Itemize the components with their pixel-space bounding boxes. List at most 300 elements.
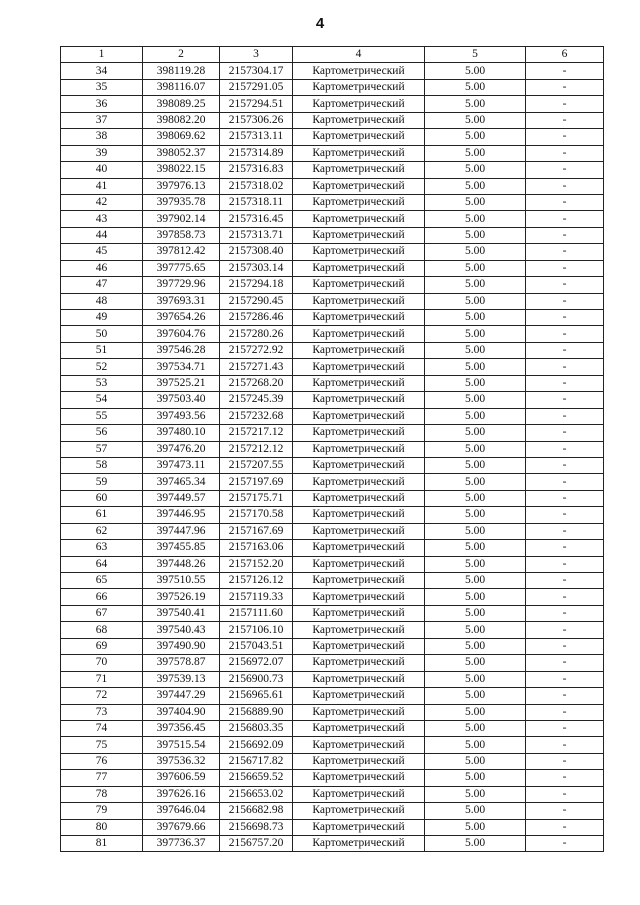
y-coordinate-cell: 2156965.61 bbox=[220, 688, 293, 704]
table-row bbox=[61, 392, 604, 408]
x-coordinate-cell: 397578.87 bbox=[143, 655, 220, 671]
table-row bbox=[61, 244, 604, 260]
y-coordinate-cell: 2156653.02 bbox=[220, 786, 293, 802]
table-row bbox=[61, 770, 604, 786]
accuracy-cell: 5.00 bbox=[425, 770, 526, 786]
y-coordinate-cell: 2156889.90 bbox=[220, 704, 293, 720]
x-coordinate-cell: 397526.19 bbox=[143, 589, 220, 605]
y-coordinate-cell: 2157170.58 bbox=[220, 507, 293, 523]
point-number-cell: 66 bbox=[61, 589, 143, 605]
table-row bbox=[61, 359, 604, 375]
y-coordinate-cell: 2157316.45 bbox=[220, 211, 293, 227]
x-coordinate-cell: 397812.42 bbox=[143, 244, 220, 260]
y-coordinate-cell: 2157271.43 bbox=[220, 359, 293, 375]
point-number-cell: 58 bbox=[61, 457, 143, 473]
method-cell: Картометрический bbox=[293, 688, 425, 704]
page-number: 4 bbox=[315, 15, 325, 32]
table-row bbox=[61, 408, 604, 424]
x-coordinate-cell: 397480.10 bbox=[143, 425, 220, 441]
method-cell: Картометрический bbox=[293, 803, 425, 819]
point-number-cell: 56 bbox=[61, 425, 143, 441]
method-cell: Картометрический bbox=[293, 507, 425, 523]
point-number-cell: 76 bbox=[61, 753, 143, 769]
note-cell: - bbox=[526, 227, 604, 243]
table-row bbox=[61, 260, 604, 276]
method-cell: Картометрический bbox=[293, 737, 425, 753]
y-coordinate-cell: 2157286.46 bbox=[220, 310, 293, 326]
point-number-cell: 40 bbox=[61, 162, 143, 178]
x-coordinate-cell: 397490.90 bbox=[143, 638, 220, 654]
point-number-cell: 64 bbox=[61, 556, 143, 572]
note-cell: - bbox=[526, 540, 604, 556]
table-row bbox=[61, 310, 604, 326]
method-cell: Картометрический bbox=[293, 819, 425, 835]
x-coordinate-cell: 398119.28 bbox=[143, 63, 220, 79]
accuracy-cell: 5.00 bbox=[425, 671, 526, 687]
x-coordinate-cell: 397493.56 bbox=[143, 408, 220, 424]
accuracy-cell: 5.00 bbox=[425, 540, 526, 556]
y-coordinate-cell: 2157212.12 bbox=[220, 441, 293, 457]
method-cell: Картометрический bbox=[293, 310, 425, 326]
method-cell: Картометрический bbox=[293, 770, 425, 786]
method-cell: Картометрический bbox=[293, 293, 425, 309]
method-cell: Картометрический bbox=[293, 244, 425, 260]
method-cell: Картометрический bbox=[293, 573, 425, 589]
y-coordinate-cell: 2157126.12 bbox=[220, 573, 293, 589]
accuracy-cell: 5.00 bbox=[425, 79, 526, 95]
x-coordinate-cell: 397449.57 bbox=[143, 490, 220, 506]
accuracy-cell: 5.00 bbox=[425, 375, 526, 391]
point-number-cell: 35 bbox=[61, 79, 143, 95]
table-row bbox=[61, 277, 604, 293]
x-coordinate-cell: 397515.54 bbox=[143, 737, 220, 753]
y-coordinate-cell: 2157163.06 bbox=[220, 540, 293, 556]
point-number-cell: 61 bbox=[61, 507, 143, 523]
method-cell: Картометрический bbox=[293, 655, 425, 671]
note-cell: - bbox=[526, 605, 604, 621]
x-coordinate-cell: 398082.20 bbox=[143, 112, 220, 128]
note-cell: - bbox=[526, 573, 604, 589]
method-cell: Картометрический bbox=[293, 836, 425, 852]
y-coordinate-cell: 2157290.45 bbox=[220, 293, 293, 309]
note-cell: - bbox=[526, 490, 604, 506]
note-cell: - bbox=[526, 441, 604, 457]
table-row bbox=[61, 638, 604, 654]
accuracy-cell: 5.00 bbox=[425, 227, 526, 243]
method-cell: Картометрический bbox=[293, 194, 425, 210]
method-cell: Картометрический bbox=[293, 79, 425, 95]
table-row bbox=[61, 704, 604, 720]
column-header-2: 2 bbox=[143, 47, 220, 63]
point-number-cell: 38 bbox=[61, 129, 143, 145]
note-cell: - bbox=[526, 720, 604, 736]
note-cell: - bbox=[526, 425, 604, 441]
y-coordinate-cell: 2157316.83 bbox=[220, 162, 293, 178]
table-row bbox=[61, 671, 604, 687]
column-header-4: 4 bbox=[293, 47, 425, 63]
note-cell: - bbox=[526, 375, 604, 391]
note-cell: - bbox=[526, 63, 604, 79]
coordinates-table bbox=[60, 46, 604, 852]
accuracy-cell: 5.00 bbox=[425, 589, 526, 605]
accuracy-cell: 5.00 bbox=[425, 63, 526, 79]
method-cell: Картометрический bbox=[293, 490, 425, 506]
note-cell: - bbox=[526, 277, 604, 293]
x-coordinate-cell: 397510.55 bbox=[143, 573, 220, 589]
point-number-cell: 36 bbox=[61, 96, 143, 112]
x-coordinate-cell: 397775.65 bbox=[143, 260, 220, 276]
point-number-cell: 72 bbox=[61, 688, 143, 704]
method-cell: Картометрический bbox=[293, 540, 425, 556]
note-cell: - bbox=[526, 162, 604, 178]
method-cell: Картометрический bbox=[293, 260, 425, 276]
accuracy-cell: 5.00 bbox=[425, 293, 526, 309]
table-row bbox=[61, 211, 604, 227]
accuracy-cell: 5.00 bbox=[425, 162, 526, 178]
point-number-cell: 65 bbox=[61, 573, 143, 589]
y-coordinate-cell: 2157318.02 bbox=[220, 178, 293, 194]
method-cell: Картометрический bbox=[293, 638, 425, 654]
table-row bbox=[61, 819, 604, 835]
note-cell: - bbox=[526, 457, 604, 473]
x-coordinate-cell: 397503.40 bbox=[143, 392, 220, 408]
x-coordinate-cell: 397476.20 bbox=[143, 441, 220, 457]
note-cell: - bbox=[526, 342, 604, 358]
accuracy-cell: 5.00 bbox=[425, 211, 526, 227]
note-cell: - bbox=[526, 523, 604, 539]
note-cell: - bbox=[526, 310, 604, 326]
accuracy-cell: 5.00 bbox=[425, 457, 526, 473]
y-coordinate-cell: 2157294.18 bbox=[220, 277, 293, 293]
x-coordinate-cell: 397536.32 bbox=[143, 753, 220, 769]
x-coordinate-cell: 397447.29 bbox=[143, 688, 220, 704]
point-number-cell: 44 bbox=[61, 227, 143, 243]
point-number-cell: 46 bbox=[61, 260, 143, 276]
x-coordinate-cell: 397404.90 bbox=[143, 704, 220, 720]
accuracy-cell: 5.00 bbox=[425, 836, 526, 852]
point-number-cell: 79 bbox=[61, 803, 143, 819]
accuracy-cell: 5.00 bbox=[425, 112, 526, 128]
accuracy-cell: 5.00 bbox=[425, 786, 526, 802]
method-cell: Картометрический bbox=[293, 556, 425, 572]
point-number-cell: 80 bbox=[61, 819, 143, 835]
method-cell: Картометрический bbox=[293, 277, 425, 293]
table-row bbox=[61, 342, 604, 358]
x-coordinate-cell: 397858.73 bbox=[143, 227, 220, 243]
note-cell: - bbox=[526, 178, 604, 194]
point-number-cell: 43 bbox=[61, 211, 143, 227]
note-cell: - bbox=[526, 293, 604, 309]
point-number-cell: 51 bbox=[61, 342, 143, 358]
method-cell: Картометрический bbox=[293, 392, 425, 408]
note-cell: - bbox=[526, 96, 604, 112]
note-cell: - bbox=[526, 260, 604, 276]
accuracy-cell: 5.00 bbox=[425, 622, 526, 638]
y-coordinate-cell: 2157318.11 bbox=[220, 194, 293, 210]
method-cell: Картометрический bbox=[293, 474, 425, 490]
accuracy-cell: 5.00 bbox=[425, 178, 526, 194]
table-row bbox=[61, 425, 604, 441]
note-cell: - bbox=[526, 145, 604, 161]
note-cell: - bbox=[526, 79, 604, 95]
table-row bbox=[61, 688, 604, 704]
note-cell: - bbox=[526, 770, 604, 786]
note-cell: - bbox=[526, 408, 604, 424]
table-row bbox=[61, 194, 604, 210]
y-coordinate-cell: 2157207.55 bbox=[220, 457, 293, 473]
accuracy-cell: 5.00 bbox=[425, 819, 526, 835]
method-cell: Картометрический bbox=[293, 605, 425, 621]
note-cell: - bbox=[526, 737, 604, 753]
point-number-cell: 78 bbox=[61, 786, 143, 802]
accuracy-cell: 5.00 bbox=[425, 803, 526, 819]
accuracy-cell: 5.00 bbox=[425, 408, 526, 424]
method-cell: Картометрический bbox=[293, 178, 425, 194]
note-cell: - bbox=[526, 556, 604, 572]
note-cell: - bbox=[526, 836, 604, 852]
x-coordinate-cell: 397356.45 bbox=[143, 720, 220, 736]
accuracy-cell: 5.00 bbox=[425, 556, 526, 572]
method-cell: Картометрический bbox=[293, 326, 425, 342]
accuracy-cell: 5.00 bbox=[425, 474, 526, 490]
table-row bbox=[61, 556, 604, 572]
table-row bbox=[61, 803, 604, 819]
point-number-cell: 53 bbox=[61, 375, 143, 391]
point-number-cell: 55 bbox=[61, 408, 143, 424]
table-row bbox=[61, 326, 604, 342]
point-number-cell: 63 bbox=[61, 540, 143, 556]
x-coordinate-cell: 397736.37 bbox=[143, 836, 220, 852]
accuracy-cell: 5.00 bbox=[425, 342, 526, 358]
method-cell: Картометрический bbox=[293, 589, 425, 605]
y-coordinate-cell: 2157245.39 bbox=[220, 392, 293, 408]
y-coordinate-cell: 2157294.51 bbox=[220, 96, 293, 112]
table-row bbox=[61, 63, 604, 79]
point-number-cell: 48 bbox=[61, 293, 143, 309]
table-row bbox=[61, 96, 604, 112]
y-coordinate-cell: 2157280.26 bbox=[220, 326, 293, 342]
y-coordinate-cell: 2157291.05 bbox=[220, 79, 293, 95]
table-row bbox=[61, 490, 604, 506]
y-coordinate-cell: 2156972.07 bbox=[220, 655, 293, 671]
method-cell: Картометрический bbox=[293, 753, 425, 769]
table-row bbox=[61, 457, 604, 473]
y-coordinate-cell: 2156803.35 bbox=[220, 720, 293, 736]
x-coordinate-cell: 397646.04 bbox=[143, 803, 220, 819]
x-coordinate-cell: 397455.85 bbox=[143, 540, 220, 556]
x-coordinate-cell: 397976.13 bbox=[143, 178, 220, 194]
method-cell: Картометрический bbox=[293, 786, 425, 802]
x-coordinate-cell: 397534.71 bbox=[143, 359, 220, 375]
note-cell: - bbox=[526, 326, 604, 342]
note-cell: - bbox=[526, 211, 604, 227]
note-cell: - bbox=[526, 589, 604, 605]
point-number-cell: 49 bbox=[61, 310, 143, 326]
point-number-cell: 69 bbox=[61, 638, 143, 654]
y-coordinate-cell: 2156900.73 bbox=[220, 671, 293, 687]
point-number-cell: 70 bbox=[61, 655, 143, 671]
table-row bbox=[61, 753, 604, 769]
x-coordinate-cell: 397448.26 bbox=[143, 556, 220, 572]
point-number-cell: 77 bbox=[61, 770, 143, 786]
method-cell: Картометрический bbox=[293, 720, 425, 736]
y-coordinate-cell: 2156717.82 bbox=[220, 753, 293, 769]
note-cell: - bbox=[526, 803, 604, 819]
method-cell: Картометрический bbox=[293, 129, 425, 145]
x-coordinate-cell: 397606.59 bbox=[143, 770, 220, 786]
point-number-cell: 59 bbox=[61, 474, 143, 490]
accuracy-cell: 5.00 bbox=[425, 638, 526, 654]
method-cell: Картометрический bbox=[293, 63, 425, 79]
note-cell: - bbox=[526, 638, 604, 654]
point-number-cell: 47 bbox=[61, 277, 143, 293]
y-coordinate-cell: 2157272.92 bbox=[220, 342, 293, 358]
y-coordinate-cell: 2157152.20 bbox=[220, 556, 293, 572]
y-coordinate-cell: 2156692.09 bbox=[220, 737, 293, 753]
note-cell: - bbox=[526, 507, 604, 523]
y-coordinate-cell: 2157197.69 bbox=[220, 474, 293, 490]
x-coordinate-cell: 398089.25 bbox=[143, 96, 220, 112]
method-cell: Картометрический bbox=[293, 704, 425, 720]
accuracy-cell: 5.00 bbox=[425, 277, 526, 293]
point-number-cell: 81 bbox=[61, 836, 143, 852]
point-number-cell: 42 bbox=[61, 194, 143, 210]
y-coordinate-cell: 2157175.71 bbox=[220, 490, 293, 506]
y-coordinate-cell: 2157304.17 bbox=[220, 63, 293, 79]
y-coordinate-cell: 2157217.12 bbox=[220, 425, 293, 441]
point-number-cell: 41 bbox=[61, 178, 143, 194]
point-number-cell: 37 bbox=[61, 112, 143, 128]
table-row bbox=[61, 836, 604, 852]
y-coordinate-cell: 2157308.40 bbox=[220, 244, 293, 260]
accuracy-cell: 5.00 bbox=[425, 392, 526, 408]
table-row bbox=[61, 786, 604, 802]
method-cell: Картометрический bbox=[293, 211, 425, 227]
table-row bbox=[61, 605, 604, 621]
table-row bbox=[61, 227, 604, 243]
table-row bbox=[61, 145, 604, 161]
x-coordinate-cell: 397626.16 bbox=[143, 786, 220, 802]
note-cell: - bbox=[526, 704, 604, 720]
x-coordinate-cell: 397546.28 bbox=[143, 342, 220, 358]
accuracy-cell: 5.00 bbox=[425, 96, 526, 112]
point-number-cell: 68 bbox=[61, 622, 143, 638]
method-cell: Картометрический bbox=[293, 145, 425, 161]
method-cell: Картометрический bbox=[293, 96, 425, 112]
x-coordinate-cell: 397525.21 bbox=[143, 375, 220, 391]
accuracy-cell: 5.00 bbox=[425, 737, 526, 753]
table-row bbox=[61, 441, 604, 457]
note-cell: - bbox=[526, 786, 604, 802]
x-coordinate-cell: 397539.13 bbox=[143, 671, 220, 687]
method-cell: Картометрический bbox=[293, 375, 425, 391]
point-number-cell: 39 bbox=[61, 145, 143, 161]
table-row bbox=[61, 474, 604, 490]
method-cell: Картометрический bbox=[293, 408, 425, 424]
y-coordinate-cell: 2156659.52 bbox=[220, 770, 293, 786]
y-coordinate-cell: 2157111.60 bbox=[220, 605, 293, 621]
column-header-5: 5 bbox=[425, 47, 526, 63]
point-number-cell: 50 bbox=[61, 326, 143, 342]
accuracy-cell: 5.00 bbox=[425, 655, 526, 671]
y-coordinate-cell: 2157313.11 bbox=[220, 129, 293, 145]
accuracy-cell: 5.00 bbox=[425, 523, 526, 539]
method-cell: Картометрический bbox=[293, 342, 425, 358]
table-row bbox=[61, 507, 604, 523]
y-coordinate-cell: 2157303.14 bbox=[220, 260, 293, 276]
y-coordinate-cell: 2157268.20 bbox=[220, 375, 293, 391]
point-number-cell: 34 bbox=[61, 63, 143, 79]
note-cell: - bbox=[526, 194, 604, 210]
accuracy-cell: 5.00 bbox=[425, 704, 526, 720]
x-coordinate-cell: 397654.26 bbox=[143, 310, 220, 326]
method-cell: Картометрический bbox=[293, 359, 425, 375]
method-cell: Картометрический bbox=[293, 622, 425, 638]
x-coordinate-cell: 398022.15 bbox=[143, 162, 220, 178]
note-cell: - bbox=[526, 474, 604, 490]
table-row bbox=[61, 178, 604, 194]
table-row bbox=[61, 737, 604, 753]
table-row bbox=[61, 129, 604, 145]
note-cell: - bbox=[526, 112, 604, 128]
method-cell: Картометрический bbox=[293, 457, 425, 473]
y-coordinate-cell: 2157167.69 bbox=[220, 523, 293, 539]
accuracy-cell: 5.00 bbox=[425, 605, 526, 621]
table-row bbox=[61, 162, 604, 178]
accuracy-cell: 5.00 bbox=[425, 573, 526, 589]
accuracy-cell: 5.00 bbox=[425, 441, 526, 457]
note-cell: - bbox=[526, 753, 604, 769]
y-coordinate-cell: 2157106.10 bbox=[220, 622, 293, 638]
x-coordinate-cell: 398116.07 bbox=[143, 79, 220, 95]
table-row bbox=[61, 112, 604, 128]
method-cell: Картометрический bbox=[293, 112, 425, 128]
accuracy-cell: 5.00 bbox=[425, 310, 526, 326]
accuracy-cell: 5.00 bbox=[425, 260, 526, 276]
table-row bbox=[61, 375, 604, 391]
x-coordinate-cell: 398069.62 bbox=[143, 129, 220, 145]
y-coordinate-cell: 2157314.89 bbox=[220, 145, 293, 161]
column-header-6: 6 bbox=[526, 47, 604, 63]
note-cell: - bbox=[526, 392, 604, 408]
table-row bbox=[61, 589, 604, 605]
x-coordinate-cell: 397935.78 bbox=[143, 194, 220, 210]
point-number-cell: 45 bbox=[61, 244, 143, 260]
table-row bbox=[61, 720, 604, 736]
table-row bbox=[61, 523, 604, 539]
method-cell: Картометрический bbox=[293, 425, 425, 441]
accuracy-cell: 5.00 bbox=[425, 720, 526, 736]
note-cell: - bbox=[526, 359, 604, 375]
table-header-row bbox=[61, 47, 604, 63]
y-coordinate-cell: 2156682.98 bbox=[220, 803, 293, 819]
point-number-cell: 75 bbox=[61, 737, 143, 753]
accuracy-cell: 5.00 bbox=[425, 688, 526, 704]
point-number-cell: 73 bbox=[61, 704, 143, 720]
accuracy-cell: 5.00 bbox=[425, 359, 526, 375]
note-cell: - bbox=[526, 655, 604, 671]
point-number-cell: 54 bbox=[61, 392, 143, 408]
table-row bbox=[61, 655, 604, 671]
column-header-3: 3 bbox=[220, 47, 293, 63]
x-coordinate-cell: 397729.96 bbox=[143, 277, 220, 293]
point-number-cell: 60 bbox=[61, 490, 143, 506]
accuracy-cell: 5.00 bbox=[425, 244, 526, 260]
table-row bbox=[61, 540, 604, 556]
note-cell: - bbox=[526, 129, 604, 145]
accuracy-cell: 5.00 bbox=[425, 425, 526, 441]
y-coordinate-cell: 2157043.51 bbox=[220, 638, 293, 654]
